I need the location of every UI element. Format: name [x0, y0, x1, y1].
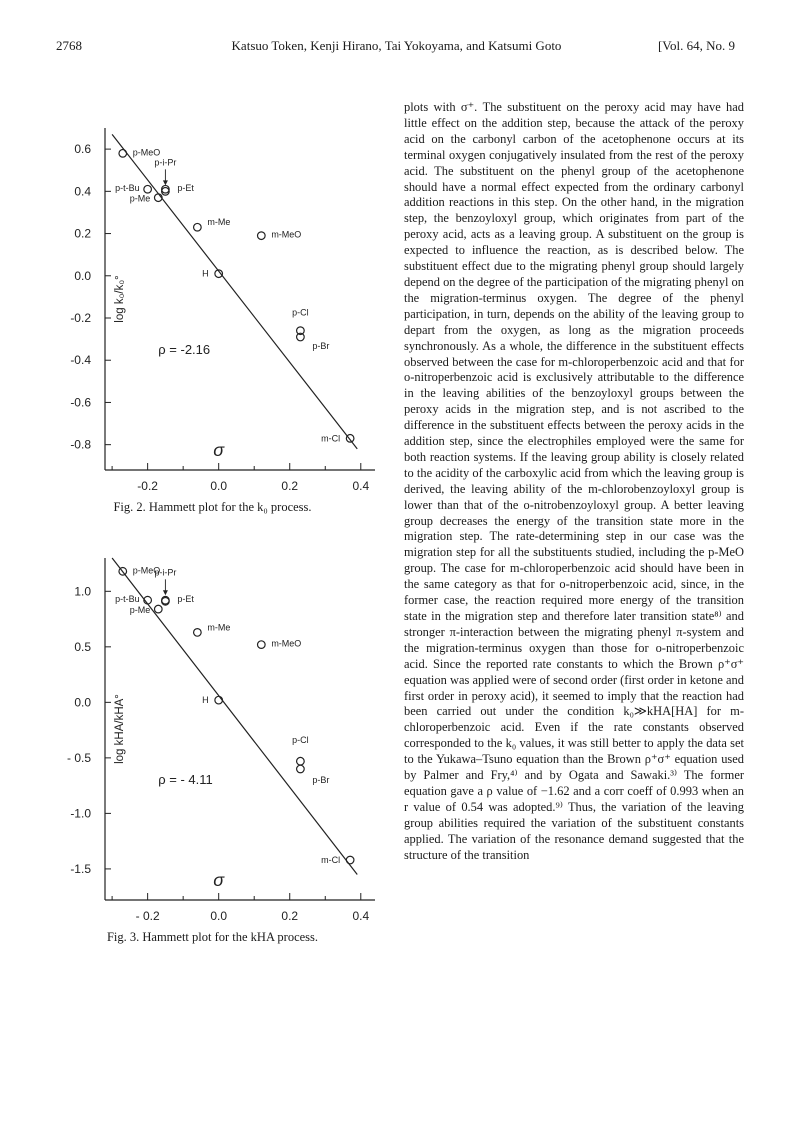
- data-point: [119, 150, 127, 158]
- x-tick-label: -0.2: [137, 479, 158, 493]
- data-point: [144, 185, 152, 193]
- page-number: 2768: [56, 38, 82, 53]
- point-label: m-Me: [207, 217, 231, 228]
- y-tick-label: -1.5: [70, 861, 91, 876]
- body-text-column: [404, 100, 744, 864]
- point-label: p-Me: [129, 605, 151, 616]
- point-label: p-Et: [177, 594, 194, 605]
- point-label: m-MeO: [271, 638, 302, 649]
- point-label: p-t-Bu: [115, 594, 140, 605]
- x-tick-label: 0.0: [210, 909, 228, 923]
- point-label: p-Cl: [292, 307, 309, 318]
- data-point: [346, 435, 354, 443]
- figure-2-caption: Fig. 2. Hammett plot for the k₀ process.: [113, 500, 312, 514]
- y-tick-label: 0.4: [74, 184, 91, 199]
- data-point: [297, 765, 305, 773]
- y-tick-label: -0.2: [70, 311, 91, 325]
- x-axis-label: σ: [213, 870, 225, 890]
- point-label: p-MeO: [132, 565, 161, 576]
- y-tick-label: 0.0: [74, 695, 91, 710]
- point-label: p-t-Bu: [115, 183, 140, 194]
- x-axis-label: σ: [213, 440, 225, 460]
- point-label: p-Et: [177, 183, 194, 194]
- rho-value: ρ = - 4.11: [158, 772, 213, 787]
- data-point: [194, 629, 202, 637]
- x-tick-label: 0.0: [210, 479, 228, 493]
- y-axis-label: log kHA/kHA°: [114, 694, 126, 764]
- y-tick-label: -1.0: [70, 806, 91, 821]
- point-label: H: [202, 268, 209, 279]
- running-authors: Katsuo Token, Kenji Hirano, Tai Yokoyama, and Katsumi Goto: [231, 38, 562, 53]
- journal-volume: [Vol. 64, No. 9: [657, 38, 735, 53]
- x-tick-label: 0.2: [281, 479, 299, 493]
- point-label: p-Me: [129, 193, 151, 204]
- y-tick-label: 0.5: [74, 639, 91, 654]
- figure-3-caption: Fig. 3. Hammett plot for the kHA process.: [106, 930, 319, 944]
- point-label: p-Br: [312, 341, 330, 351]
- y-tick-label: 1.0: [74, 584, 91, 599]
- data-point: [215, 696, 223, 704]
- y-tick-label: 0.0: [74, 268, 91, 283]
- x-tick-label: 0.2: [281, 909, 299, 923]
- page-header: [0, 38, 793, 62]
- data-point: [346, 856, 354, 864]
- figure-2: [40, 118, 385, 518]
- data-point: [194, 223, 202, 231]
- point-label: p-Cl: [292, 735, 309, 746]
- hammett-plot-k0: [40, 118, 385, 498]
- point-label: m-MeO: [271, 229, 302, 240]
- data-point: [297, 757, 305, 765]
- pointer-arrowhead: [163, 590, 168, 595]
- rho-value: ρ = -2.16: [158, 342, 211, 357]
- figure-3: [40, 548, 385, 948]
- point-label: H: [202, 695, 209, 706]
- y-tick-label: -0.6: [70, 395, 91, 410]
- x-tick-label: - 0.2: [135, 909, 160, 923]
- point-label: p-MeO: [132, 147, 161, 158]
- y-tick-label: 0.2: [74, 226, 91, 241]
- point-label: p-Br: [312, 774, 330, 785]
- y-tick-label: -0.8: [70, 437, 91, 452]
- data-point: [258, 641, 266, 649]
- y-axis-label: log k₀/k₀°: [114, 275, 126, 323]
- point-label: p-i-Pr: [154, 157, 177, 168]
- regression-line: [112, 134, 357, 449]
- y-tick-label: -0.4: [70, 353, 91, 368]
- x-tick-label: 0.4: [352, 909, 370, 923]
- point-label: m-Cl: [321, 433, 341, 444]
- point-label: p-i-Pr: [154, 567, 177, 578]
- data-point: [154, 605, 162, 613]
- point-label: m-Cl: [321, 855, 341, 866]
- point-label: m-Me: [207, 622, 231, 633]
- pointer-arrowhead: [163, 180, 168, 185]
- hammett-plot-kha: [40, 548, 385, 928]
- body-paragraph: plots with σ⁺. The substituent on the peroxy acid may have had little effect on the addition step, because the attack of the peroxy acid on the carbonyl carbon of the acetophenone occurs at its terminal oxygen conjugatively insulated from the rest of the peroxy acid. The substituent on the phenyl group of the acetophenone should have a normal effect expected from the ordinary carbonyl addition reactions in this step. On the other hand, in the migration step, the benzoyloxyl group, which originates from part of the peroxy acid, acts as a leaving group. A substituent on the group is expected to influence the reaction, as is described below. The substituent effect due to the migrating phenyl group should largely depend on the degree of the participation of the migrating phenyl on the migration-terminus oxygen. The degree of the phenyl participation, in turn, depends on the ability of the leaving group to depart from the oxygen, as long as the migration proceeds synchronously. As a whole, the difference in the substituent effects observed between the case for m-chloroperbenzoic acid and that for o-nitroperbenzoic acid is exclusively attributable to the difference in the leaving abilities of the benzoyloxyl groups between the peroxy acids in the migration step, and is not ascribed to the difference in the substituent effects between the peroxy acids in the addition step, since the electrophiles employed were the same for both reaction systems. If the leaving group ability is closely related to the acidity of the carboxylic acid from which the leaving group is derived, the leaving ability of the m-chlorobenzoyloxyl group is lower than that of the o-nitrobenzoyloxyl group. A better leaving group decreases the energy of the transition state more in the migration step. The rate-determining step in our case was the migration step for all the substituents studied, including the p-MeO group. The case for m-chloroperbenzoic acid should have been in the same category as that for o-nitroperbenzoic acid, since, in the former case, the reaction required more energy of the transition state in the migration step and therefore later transition state⁸⁾ and stronger π-interaction between the migrating phenyl π-system and the migration-terminus oxygen than those for o-nitroperbenzoic acid. Since the reported rate constants to which the Brown ρ⁺σ⁺ equation was applied were of second order (first order in ketone and first order in peroxy acid), it seemed to imply that the reaction had been carried out under the condition k₀≫kHA[HA] for m-chloroperbenzoic acid. Even if the rate constants observed corresponded to the k₀ values, it was still better to apply the data set to the Yukawa–Tsuno equation than the Brown ρ⁺σ⁺ equation used by Palmer and Fry,⁴⁾ and by Ogata and Sawaki.³⁾ The former equation gave a ρ value of −1.62 and a corr coeff of 0.993 when an r value of 0.54 was adopted.⁹⁾ Thus, the variation of the leaving group abilities required the variation of the substituent constants applied. The variation of the resonance demand suggested that the structure of the transition: [404, 100, 744, 862]
- data-point: [258, 232, 266, 240]
- x-tick-label: 0.4: [352, 479, 370, 493]
- y-tick-label: 0.6: [74, 142, 91, 157]
- y-tick-label: - 0.5: [66, 750, 91, 765]
